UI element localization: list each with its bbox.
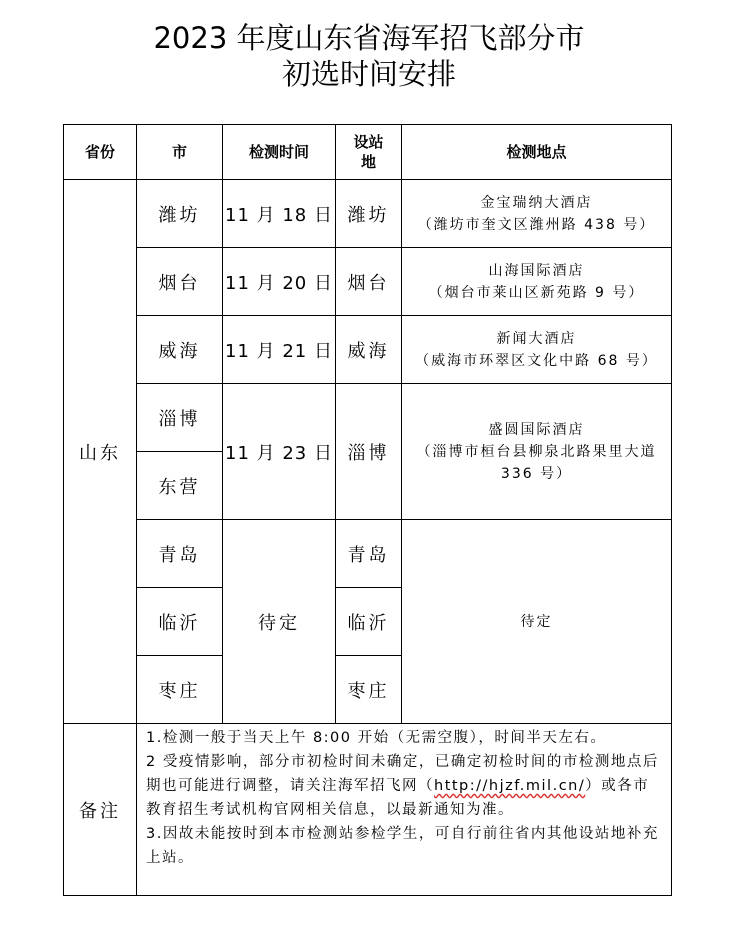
city-cell: 东营 [137,452,223,520]
site-cell: 威海 [336,316,402,384]
header-time: 检测时间 [223,125,336,180]
city-cell: 潍坊 [137,180,223,248]
table-row [64,248,672,316]
note-3: 3.因故未能按时到本市检测站参检学生，可自行前往省内其他设站地补充上站。 [146,826,659,866]
site-cell: 青岛 [336,520,402,588]
location-name: 山海国际酒店 [488,262,585,279]
time-cell: 11 月 23 日 [223,384,336,520]
location-name: 新闻大酒店 [496,330,577,347]
location-address: （淄博市桓台县柳泉北路果里大道 336 号） [416,443,657,482]
time-cell: 11 月 20 日 [223,248,336,316]
hjzf-link[interactable]: http://hjzf.mil.cn/ [434,778,586,794]
header-city: 市 [137,125,223,180]
schedule-table [63,124,672,896]
location-name: 盛圆国际酒店 [488,421,585,438]
time-cell: 11 月 21 日 [223,316,336,384]
site-cell: 淄博 [336,384,402,520]
notes-content [137,724,672,896]
location-cell [402,180,672,248]
header-province: 省份 [64,125,137,180]
site-cell: 临沂 [336,588,402,656]
city-cell: 枣庄 [137,656,223,724]
table-row [64,520,672,588]
time-cell-pending: 待定 [223,520,336,724]
site-cell: 烟台 [336,248,402,316]
city-cell: 烟台 [137,248,223,316]
site-cell: 潍坊 [336,180,402,248]
location-address: （烟台市莱山区新苑路 9 号） [428,284,645,301]
location-cell [402,248,672,316]
page-title-line2: 初选时间安排 [281,57,456,91]
province-cell: 山东 [64,180,137,724]
table-row [64,316,672,384]
location-cell-pending: 待定 [402,520,672,724]
header-location: 检测地点 [402,125,672,180]
city-cell: 威海 [137,316,223,384]
header-site: 设站地 [336,125,402,180]
location-address: （潍坊市奎文区潍州路 438 号） [417,216,656,233]
table-row [64,180,672,248]
city-cell: 淄博 [137,384,223,452]
site-cell: 枣庄 [336,656,402,724]
table-row [64,384,672,452]
location-address: （威海市环翠区文化中路 68 号） [415,352,658,369]
table-header-row [64,125,672,180]
time-cell: 11 月 18 日 [223,180,336,248]
note-1: 1.检测一般于当天上午 8:00 开始（无需空腹），时间半天左右。 [146,730,607,746]
notes-row [64,724,672,896]
location-name: 金宝瑞纳大酒店 [480,194,593,211]
city-cell: 青岛 [137,520,223,588]
page-title-line1: 2023 年度山东省海军招飞部分市 [153,21,585,55]
note-2: 2 受疫情影响，部分市初检时间未确定，已确定初检时间的市检测地点后期也可能进行调整，请关注海军招飞网（http://hjzf.mil.cn/）或各市教育招生考试机构官网相关信息，以最新通知为准。 [146,754,659,818]
location-cell [402,316,672,384]
location-cell [402,384,672,520]
city-cell: 临沂 [137,588,223,656]
notes-label: 备注 [64,724,137,896]
